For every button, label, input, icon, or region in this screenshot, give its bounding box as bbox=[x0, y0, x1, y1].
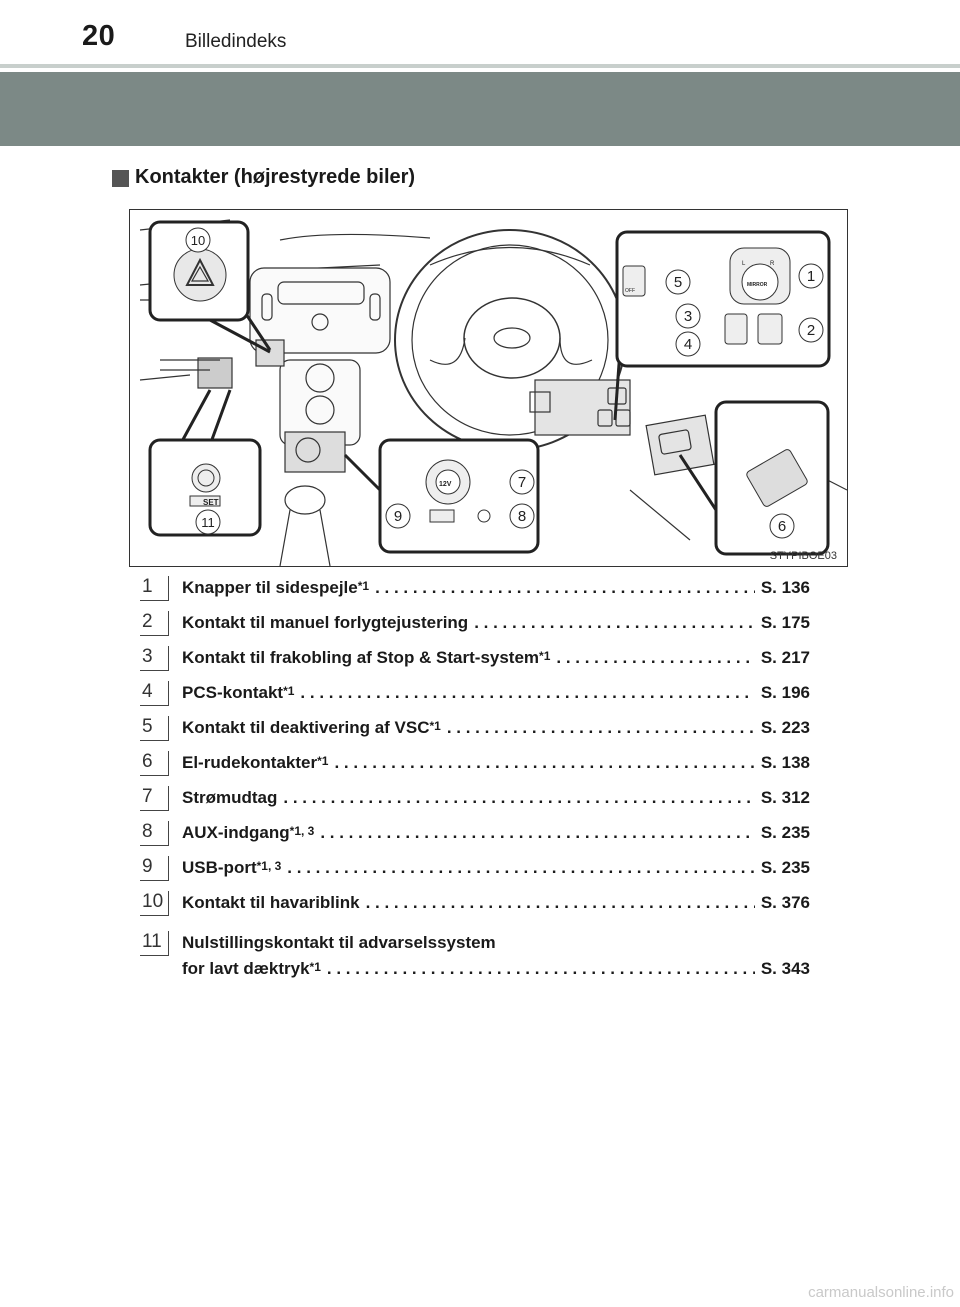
leader-dots bbox=[287, 858, 755, 878]
item-page: S. 235 bbox=[760, 858, 810, 877]
callout-1: 1 bbox=[806, 268, 816, 285]
item-number: 9 bbox=[140, 856, 169, 881]
item-label: USB-port bbox=[182, 858, 257, 877]
list-item: 6 El-rudekontakter $^{*1}$ . . . S. 138 bbox=[140, 753, 810, 783]
leader-dots bbox=[320, 823, 755, 843]
list-item: 3 Kontakt til frakobling af Stop & Start-system $^{*1}$ . . . S. 217 bbox=[140, 648, 810, 678]
set-switch-label: SET bbox=[203, 498, 219, 507]
item-label: for lavt dæktryk bbox=[182, 959, 310, 978]
callout-11: 11 bbox=[201, 515, 215, 530]
dashboard-illustration bbox=[129, 209, 848, 567]
section-bullet-square bbox=[112, 170, 129, 187]
list-item bbox=[140, 613, 810, 643]
item-page: S. 138 bbox=[760, 753, 810, 772]
item-page: S. 223 bbox=[760, 718, 810, 737]
mirror-l-label: L bbox=[742, 261, 746, 267]
item-number: 6 bbox=[140, 751, 169, 776]
list-item: 5 Kontakt til deaktivering af VSC $^{*1}$ . . . S. 223 bbox=[140, 718, 810, 748]
item-number: 10 bbox=[140, 891, 169, 916]
list-item: 9 USB-port $^{*1, 3}$ . . . S. 235 bbox=[140, 858, 810, 888]
leader-dots bbox=[283, 788, 754, 808]
item-page: S. 312 bbox=[760, 788, 810, 807]
list-item bbox=[140, 893, 810, 923]
item-number: 11 bbox=[140, 931, 169, 956]
leader-dots bbox=[366, 893, 755, 913]
item-label: Kontakt til havariblink bbox=[182, 893, 360, 912]
item-page: S. 217 bbox=[760, 648, 810, 667]
page-number: 20 bbox=[82, 20, 116, 52]
item-number: 1 bbox=[140, 576, 169, 601]
leader-dots bbox=[375, 578, 755, 598]
figure-id: STYPIBOE03 bbox=[769, 550, 837, 562]
item-number: 3 bbox=[140, 646, 169, 671]
item-label: Kontakt til manuel forlygtejustering bbox=[182, 613, 469, 632]
item-page: S. 175 bbox=[760, 613, 810, 632]
item-label: El-rudekontakter bbox=[182, 753, 318, 772]
outlet-12v-label: 12V bbox=[439, 481, 452, 488]
section-title: Kontakter (højrestyrede biler) bbox=[135, 166, 416, 188]
list-item: 11 Nulstillingskontakt til advarselssystem for lavt dæktryk $^{*1}$ . . . S. 343 bbox=[140, 933, 810, 993]
list-item: 8 AUX-indgang $^{*1, 3}$ . . . S. 235 bbox=[140, 823, 810, 853]
watermark: carmanualsonline.info bbox=[808, 1284, 954, 1301]
item-page: S. 235 bbox=[760, 823, 810, 842]
callout-10: 10 bbox=[190, 233, 206, 248]
mirror-switch-label: MIRROR bbox=[747, 282, 768, 288]
item-label: Kontakt til frakobling af Stop & Start-system bbox=[182, 648, 540, 667]
callout-7: 7 bbox=[517, 474, 527, 491]
callout-3: 3 bbox=[683, 308, 693, 325]
list-item bbox=[140, 788, 810, 818]
list-item: 1 Knapper til sidespejle $^{*1}$ . . . S. 136 bbox=[140, 578, 810, 608]
item-label: PCS-kontakt bbox=[182, 683, 284, 702]
vsc-off-label: OFF bbox=[625, 288, 635, 294]
leader-dots bbox=[300, 683, 754, 703]
callout-5: 5 bbox=[673, 274, 683, 291]
item-label: Strømudtag bbox=[182, 788, 278, 807]
callout-6: 6 bbox=[777, 518, 787, 535]
leader-dots bbox=[327, 959, 755, 979]
mirror-r-label: R bbox=[770, 261, 775, 267]
item-page: S. 196 bbox=[760, 683, 810, 702]
item-label: Kontakt til deaktivering af VSC bbox=[182, 718, 430, 737]
item-label: Knapper til sidespejle bbox=[182, 578, 358, 597]
leader-dots bbox=[556, 648, 754, 668]
item-label: AUX-indgang bbox=[182, 823, 290, 842]
item-number: 2 bbox=[140, 611, 169, 636]
header-band bbox=[0, 72, 960, 146]
list-item: 4 PCS-kontakt $^{*1}$ . . . S. 196 bbox=[140, 683, 810, 713]
item-number: 8 bbox=[140, 821, 169, 846]
callout-2: 2 bbox=[806, 322, 816, 339]
leader-dots bbox=[334, 753, 754, 773]
running-header: Billedindeks bbox=[185, 31, 287, 52]
header-rule bbox=[0, 64, 960, 68]
callout-4: 4 bbox=[683, 336, 693, 353]
leader-dots bbox=[474, 613, 755, 633]
item-number: 5 bbox=[140, 716, 169, 741]
dashboard-drawing bbox=[130, 210, 847, 566]
callout-9: 9 bbox=[393, 508, 403, 525]
item-page: S. 376 bbox=[760, 893, 810, 912]
item-label-line1: Nulstillingskontakt til advarselssystem bbox=[182, 933, 496, 952]
item-page: S. 136 bbox=[760, 578, 810, 597]
item-page: S. 343 bbox=[760, 959, 810, 978]
leader-dots bbox=[447, 718, 755, 738]
callout-8: 8 bbox=[517, 508, 527, 525]
item-number: 7 bbox=[140, 786, 169, 811]
item-number: 4 bbox=[140, 681, 169, 706]
